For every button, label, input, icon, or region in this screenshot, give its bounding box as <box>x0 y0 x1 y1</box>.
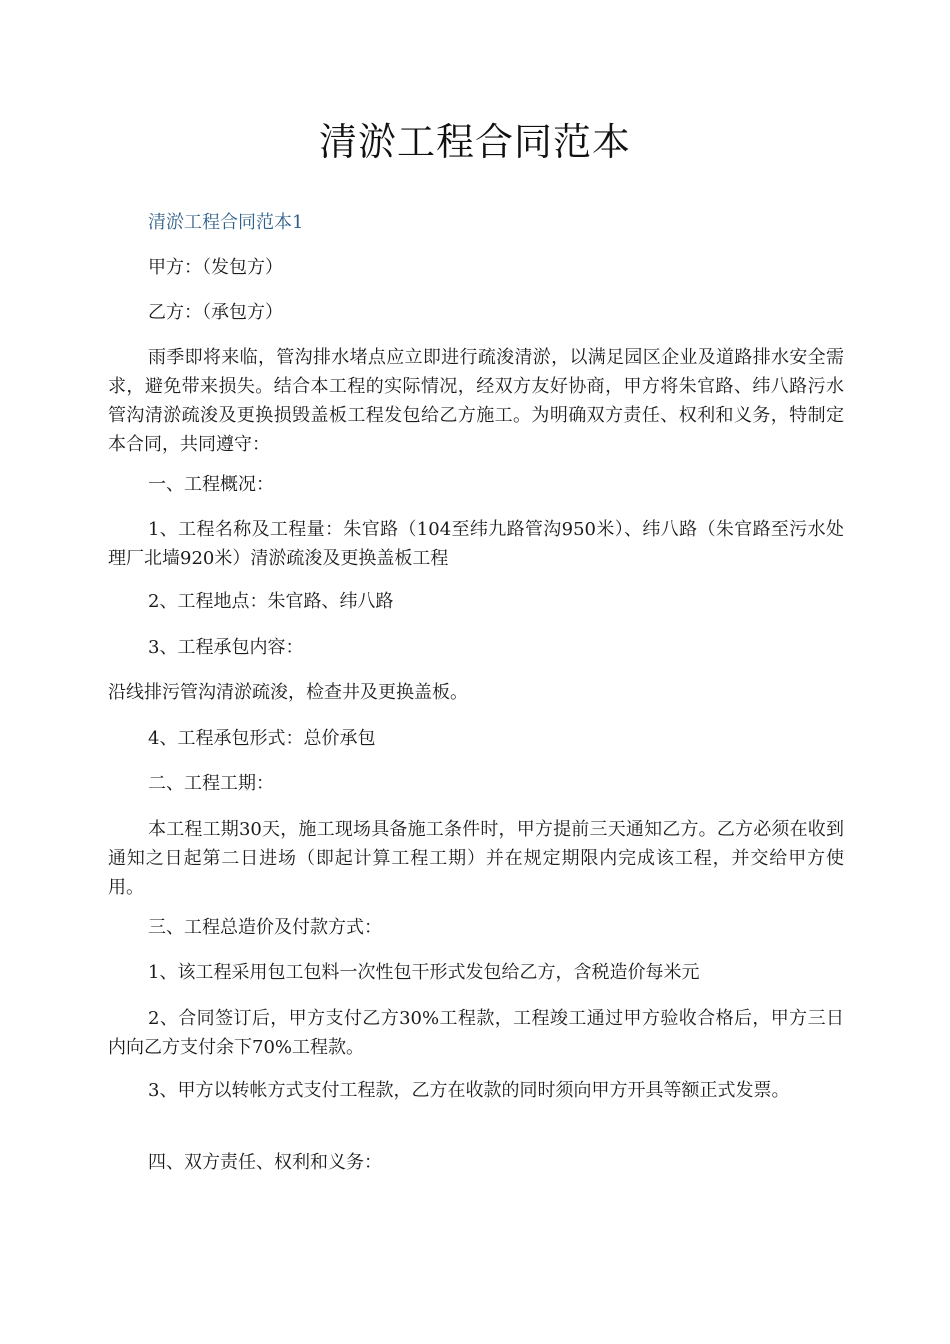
schedule-paragraph: 本工程工期30天，施工现场具备施工条件时，甲方提前三天通知乙方。乙方必须在收到通知之日起第二日进场（即起计算工程工期）并在规定期限内完成该工程，并交给甲方使用。 <box>108 819 844 898</box>
pricing-paragraph: 1、该工程采用包工包料一次性包干形式发包给乙方，含税造价每米元 <box>148 962 700 983</box>
document-title: 清淤工程合同范本 <box>318 120 631 164</box>
section-heading: 清淤工程合同范本1 <box>148 212 304 233</box>
section-1-heading: 一、工程概况： <box>148 474 274 495</box>
project-location-paragraph: 2、工程地点：朱官路、纬八路 <box>148 591 394 612</box>
payment-paragraph: 2、合同签订后，甲方支付乙方30%工程款，工程竣工通过甲方验收合格后，甲方三日内向乙方支付余下70%工程款。 <box>108 1008 844 1058</box>
contract-content-heading: 3、工程承包内容： <box>148 637 304 658</box>
intro-paragraph: 雨季即将来临，管沟排水堵点应立即进行疏浚清淤，以满足园区企业及道路排水安全需求，避免带来损失。结合本工程的实际情况，经双方友好协商，甲方将朱官路、纬八路污水管沟清淤疏浚及更换损毁盖板工程发包给乙方施工。为明确双方责任、权利和义务，特制定本合同，共同遵守： <box>108 347 844 455</box>
invoice-paragraph: 3、甲方以转帐方式支付工程款，乙方在收款的同时须向甲方开具等额正式发票。 <box>148 1080 790 1101</box>
party-a-line: 甲方：（发包方） <box>148 257 283 278</box>
section-2-heading: 二、工程工期： <box>148 773 274 794</box>
section-3-heading: 三、工程总造价及付款方式： <box>148 917 382 938</box>
project-name-paragraph: 1、工程名称及工程量：朱官路（104至纬九路管沟950米）、纬八路（朱官路至污水处理厂北墙920米）清淤疏浚及更换盖板工程 <box>108 519 844 569</box>
contract-content-paragraph: 沿线排污管沟清淤疏浚，检查井及更换盖板。 <box>108 682 468 703</box>
party-b-line: 乙方：（承包方） <box>148 302 283 323</box>
contract-form-paragraph: 4、工程承包形式：总价承包 <box>148 728 376 749</box>
section-4-heading: 四、双方责任、权利和义务： <box>148 1152 382 1173</box>
